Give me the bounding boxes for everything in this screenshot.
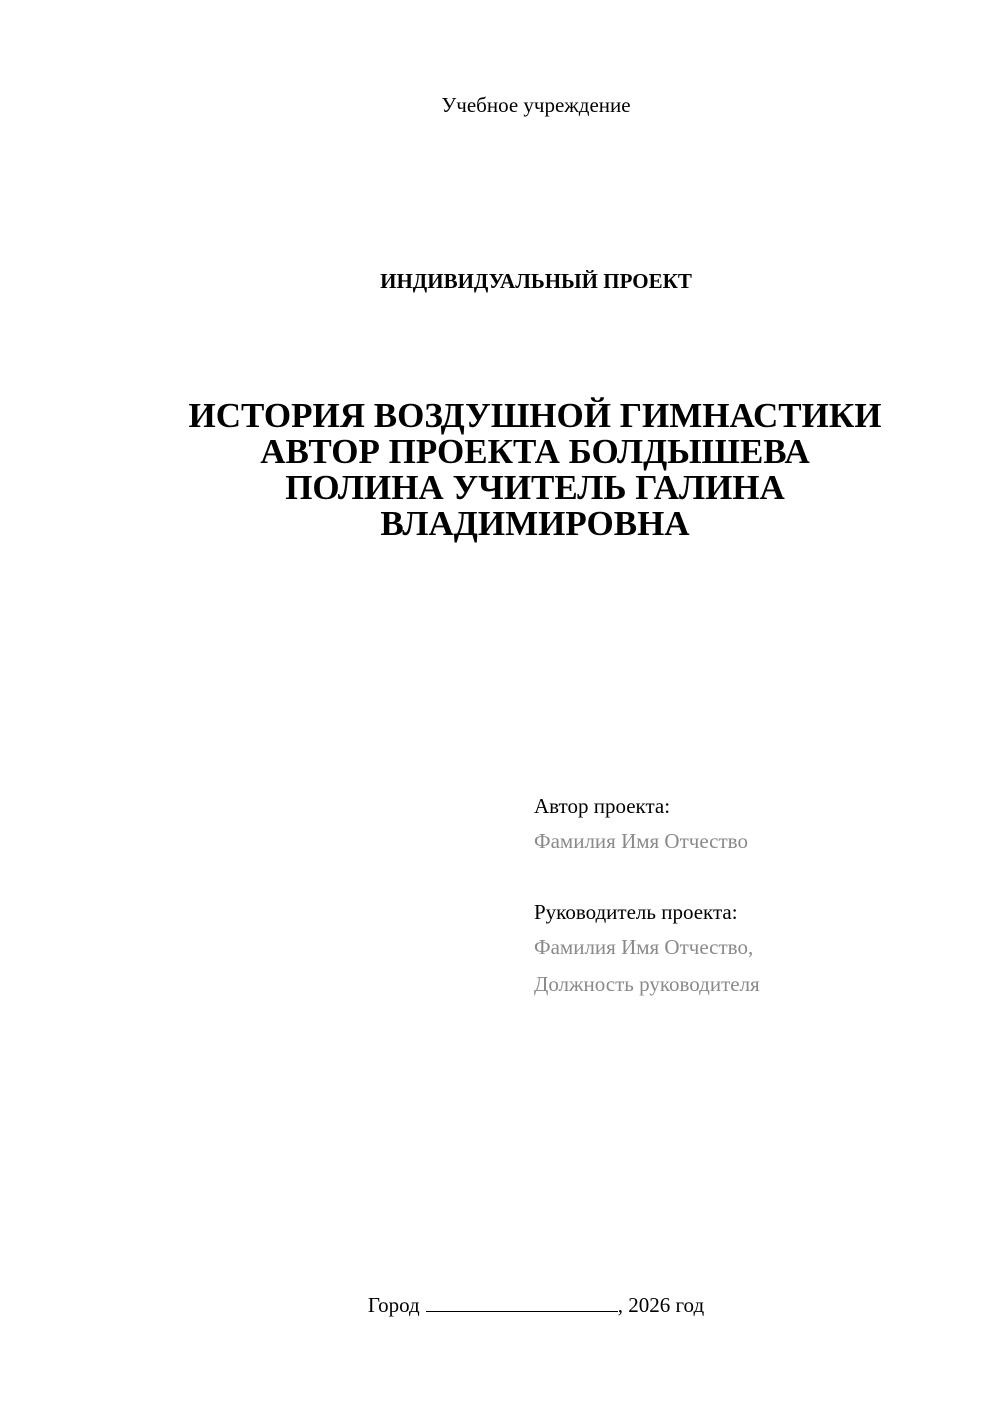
city-label: Город (367, 1293, 420, 1317)
footer-city-year (0, 1291, 1000, 1319)
author-label: Автор проекта: (534, 794, 671, 818)
project-title-line: ВЛАДИМИРОВНА (380, 504, 690, 543)
author-name-placeholder: Фамилия Имя Отчество (534, 829, 748, 853)
author-block (534, 789, 954, 860)
supervisor-name-placeholder: Фамилия Имя Отчество, (534, 935, 754, 959)
supervisor-label: Руководитель проекта: (534, 900, 738, 924)
project-title-line: ПОЛИНА УЧИТЕЛЬ ГАЛИНА (285, 468, 785, 507)
city-blank-line (426, 1291, 618, 1312)
document-type: ИНДИВИДУАЛЬНЫЙ ПРОЕКТ (380, 269, 692, 293)
year-text: , 2026 год (617, 1293, 705, 1317)
project-title-line: ИСТОРИЯ ВОЗДУШНОЙ ГИМНАСТИКИ (188, 396, 882, 435)
institution-name: Учебное учреждение (441, 93, 631, 117)
project-title-line: АВТОР ПРОЕКТА БОЛДЫШЕВА (260, 432, 810, 471)
supervisor-position-placeholder: Должность руководителя (534, 972, 760, 996)
supervisor-block (534, 895, 954, 1003)
project-title (140, 398, 930, 542)
